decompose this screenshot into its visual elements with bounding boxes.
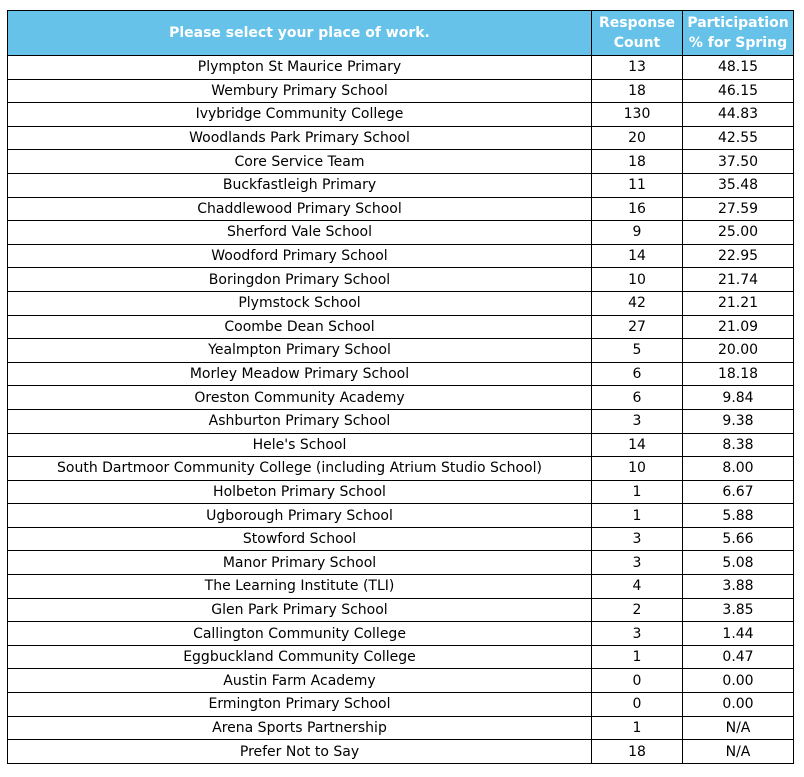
cell-participation: 3.88 bbox=[683, 575, 794, 599]
cell-response-count: 13 bbox=[592, 56, 683, 80]
cell-participation: 21.21 bbox=[683, 291, 794, 315]
cell-response-count: 18 bbox=[592, 79, 683, 103]
cell-participation: 9.84 bbox=[683, 386, 794, 410]
cell-place: Plympton St Maurice Primary bbox=[8, 56, 592, 80]
cell-response-count: 1 bbox=[592, 645, 683, 669]
table-row bbox=[8, 197, 794, 221]
cell-response-count: 6 bbox=[592, 362, 683, 386]
cell-participation: 44.83 bbox=[683, 103, 794, 127]
table-row bbox=[8, 527, 794, 551]
cell-place: Austin Farm Academy bbox=[8, 669, 592, 693]
cell-response-count: 0 bbox=[592, 669, 683, 693]
cell-place: Arena Sports Partnership bbox=[8, 716, 592, 740]
cell-participation: N/A bbox=[683, 740, 794, 764]
cell-place: Glen Park Primary School bbox=[8, 598, 592, 622]
cell-participation: 8.00 bbox=[683, 457, 794, 481]
cell-response-count: 3 bbox=[592, 527, 683, 551]
cell-response-count: 10 bbox=[592, 268, 683, 292]
cell-place: Ermington Primary School bbox=[8, 693, 592, 717]
cell-participation: 42.55 bbox=[683, 126, 794, 150]
cell-participation: 0.00 bbox=[683, 669, 794, 693]
cell-place: Chaddlewood Primary School bbox=[8, 197, 592, 221]
cell-participation: 48.15 bbox=[683, 56, 794, 80]
participation-table bbox=[7, 10, 794, 764]
cell-participation: 37.50 bbox=[683, 150, 794, 174]
cell-place: Yealmpton Primary School bbox=[8, 339, 592, 363]
table-row bbox=[8, 126, 794, 150]
table-body bbox=[8, 56, 794, 764]
cell-place: Coombe Dean School bbox=[8, 315, 592, 339]
table-row bbox=[8, 362, 794, 386]
cell-response-count: 11 bbox=[592, 173, 683, 197]
cell-participation: 21.74 bbox=[683, 268, 794, 292]
cell-response-count: 1 bbox=[592, 480, 683, 504]
table-row bbox=[8, 268, 794, 292]
table-row bbox=[8, 669, 794, 693]
cell-participation: 5.66 bbox=[683, 527, 794, 551]
table-row bbox=[8, 386, 794, 410]
cell-participation: 18.18 bbox=[683, 362, 794, 386]
table-row bbox=[8, 480, 794, 504]
cell-response-count: 9 bbox=[592, 221, 683, 245]
cell-place: Ivybridge Community College bbox=[8, 103, 592, 127]
header-participation: Participation % for Spring bbox=[683, 11, 794, 56]
table-row bbox=[8, 221, 794, 245]
cell-place: Boringdon Primary School bbox=[8, 268, 592, 292]
table-row bbox=[8, 622, 794, 646]
cell-place: Buckfastleigh Primary bbox=[8, 173, 592, 197]
table-row bbox=[8, 645, 794, 669]
cell-place: The Learning Institute (TLI) bbox=[8, 575, 592, 599]
table-header-row bbox=[8, 11, 794, 56]
table-row bbox=[8, 173, 794, 197]
cell-place: Callington Community College bbox=[8, 622, 592, 646]
cell-participation: 3.85 bbox=[683, 598, 794, 622]
cell-participation: 5.08 bbox=[683, 551, 794, 575]
cell-participation: 1.44 bbox=[683, 622, 794, 646]
table-row bbox=[8, 79, 794, 103]
cell-response-count: 27 bbox=[592, 315, 683, 339]
cell-participation: 46.15 bbox=[683, 79, 794, 103]
table-row bbox=[8, 291, 794, 315]
table-row bbox=[8, 339, 794, 363]
cell-place: Oreston Community Academy bbox=[8, 386, 592, 410]
header-response-count: Response Count bbox=[592, 11, 683, 56]
cell-place: Eggbuckland Community College bbox=[8, 645, 592, 669]
cell-response-count: 1 bbox=[592, 716, 683, 740]
cell-response-count: 14 bbox=[592, 433, 683, 457]
table-row bbox=[8, 551, 794, 575]
table-row bbox=[8, 716, 794, 740]
table-row bbox=[8, 575, 794, 599]
table-row bbox=[8, 740, 794, 764]
cell-participation: 0.47 bbox=[683, 645, 794, 669]
cell-place: Plymstock School bbox=[8, 291, 592, 315]
cell-place: Morley Meadow Primary School bbox=[8, 362, 592, 386]
cell-place: Woodford Primary School bbox=[8, 244, 592, 268]
cell-participation: 5.88 bbox=[683, 504, 794, 528]
cell-participation: 25.00 bbox=[683, 221, 794, 245]
cell-participation: 22.95 bbox=[683, 244, 794, 268]
cell-place: Holbeton Primary School bbox=[8, 480, 592, 504]
table-row bbox=[8, 315, 794, 339]
cell-place: Ugborough Primary School bbox=[8, 504, 592, 528]
cell-place: Stowford School bbox=[8, 527, 592, 551]
cell-place: Wembury Primary School bbox=[8, 79, 592, 103]
cell-participation: 8.38 bbox=[683, 433, 794, 457]
cell-response-count: 3 bbox=[592, 622, 683, 646]
cell-place: Core Service Team bbox=[8, 150, 592, 174]
cell-place: Woodlands Park Primary School bbox=[8, 126, 592, 150]
table-row bbox=[8, 103, 794, 127]
cell-participation: 20.00 bbox=[683, 339, 794, 363]
cell-response-count: 18 bbox=[592, 740, 683, 764]
cell-response-count: 3 bbox=[592, 551, 683, 575]
cell-response-count: 18 bbox=[592, 150, 683, 174]
cell-response-count: 16 bbox=[592, 197, 683, 221]
cell-place: Prefer Not to Say bbox=[8, 740, 592, 764]
cell-response-count: 6 bbox=[592, 386, 683, 410]
cell-response-count: 14 bbox=[592, 244, 683, 268]
cell-participation: N/A bbox=[683, 716, 794, 740]
cell-response-count: 4 bbox=[592, 575, 683, 599]
cell-participation: 27.59 bbox=[683, 197, 794, 221]
cell-place: Sherford Vale School bbox=[8, 221, 592, 245]
cell-participation: 35.48 bbox=[683, 173, 794, 197]
cell-response-count: 3 bbox=[592, 409, 683, 433]
table-row bbox=[8, 598, 794, 622]
cell-response-count: 20 bbox=[592, 126, 683, 150]
header-place: Please select your place of work. bbox=[8, 11, 592, 56]
cell-participation: 6.67 bbox=[683, 480, 794, 504]
cell-response-count: 5 bbox=[592, 339, 683, 363]
table-row bbox=[8, 150, 794, 174]
cell-place: Ashburton Primary School bbox=[8, 409, 592, 433]
cell-place: Hele's School bbox=[8, 433, 592, 457]
table-row bbox=[8, 693, 794, 717]
cell-response-count: 2 bbox=[592, 598, 683, 622]
cell-response-count: 10 bbox=[592, 457, 683, 481]
table-row bbox=[8, 433, 794, 457]
cell-participation: 0.00 bbox=[683, 693, 794, 717]
cell-place: Manor Primary School bbox=[8, 551, 592, 575]
cell-response-count: 1 bbox=[592, 504, 683, 528]
cell-place: South Dartmoor Community College (including Atrium Studio School) bbox=[8, 457, 592, 481]
table-row bbox=[8, 457, 794, 481]
cell-response-count: 0 bbox=[592, 693, 683, 717]
table-row bbox=[8, 504, 794, 528]
table-row bbox=[8, 56, 794, 80]
cell-response-count: 42 bbox=[592, 291, 683, 315]
cell-response-count: 130 bbox=[592, 103, 683, 127]
cell-participation: 9.38 bbox=[683, 409, 794, 433]
table-row bbox=[8, 244, 794, 268]
table-row bbox=[8, 409, 794, 433]
cell-participation: 21.09 bbox=[683, 315, 794, 339]
